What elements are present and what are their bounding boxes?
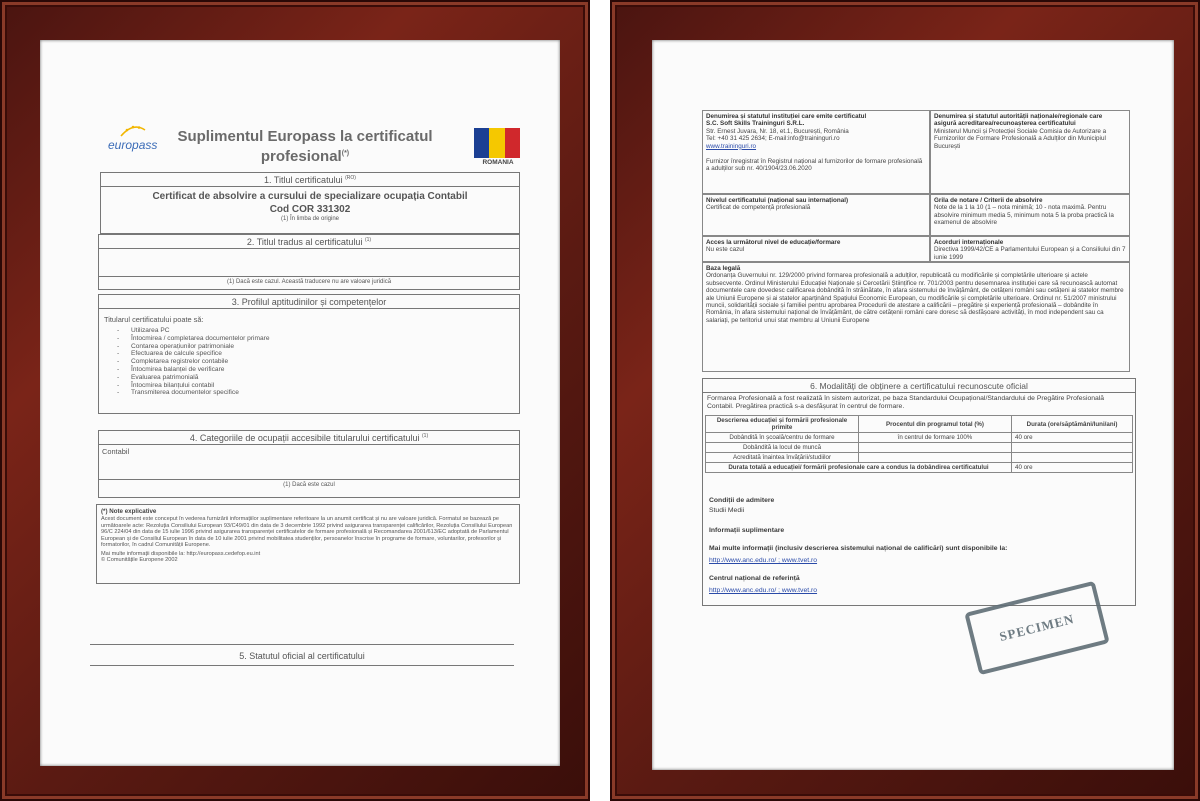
- certificate-supplement-page-2: [652, 40, 1174, 770]
- access-next-level: [702, 236, 930, 262]
- section-4-occupations: [98, 430, 520, 498]
- skill-item: - Întocmirea / completarea documentelor primare: [131, 335, 519, 343]
- table-header-cell: Procentul din programul total (%): [859, 416, 1012, 433]
- training-table: [705, 415, 1133, 473]
- flag-stripe-yellow: [489, 128, 504, 158]
- issuer-website-link[interactable]: www.traininguri.ro: [706, 142, 757, 150]
- section-2-translated-title: [98, 234, 520, 290]
- section-4-header-sup: (1): [422, 433, 429, 439]
- notes-more-info: Mai multe informații disponibile la: http://europass.cedefop.eu.int: [101, 550, 261, 557]
- certificate-level: [702, 194, 930, 236]
- document-title-sup: (*): [341, 150, 350, 157]
- section-6-header: 6. Modalități de obținere a certificatului recunoscute oficial: [703, 379, 1135, 393]
- skill-item: - Completarea registrelor contabile: [131, 358, 519, 366]
- more-info-label: Mai multe informații (inclusiv descrierea sistemului național de calificări) sunt disponibile la:: [709, 545, 1008, 552]
- legal-basis: [702, 262, 1130, 372]
- admission-value: Studii Medii: [709, 507, 745, 514]
- skill-item: - Întocmirea balanței de verificare: [131, 366, 519, 374]
- section-4-note: (1) Dacă este cazul: [283, 482, 335, 488]
- certificate-title: [101, 187, 519, 216]
- table-cell: [859, 443, 1012, 453]
- section-1-header-sup: (RO): [345, 175, 356, 181]
- table-cell: 40 ore: [1012, 433, 1133, 443]
- table-cell: în centrul de formare 100%: [859, 433, 1012, 443]
- certificate-code: Cod COR 331302: [269, 204, 351, 215]
- table-row: [706, 443, 1133, 453]
- table-cell: Acreditată înaintea învățării/studiilor: [706, 453, 859, 463]
- section-5-header: 5. Statutul oficial al certificatului: [239, 651, 365, 661]
- grading-label: Grila de notare / Criterii de absolvire: [934, 197, 1043, 204]
- table-header-row: [706, 416, 1133, 433]
- section-6-obtaining-methods: [702, 378, 1136, 606]
- skills-intro: Titularul certificatului poate să:: [104, 315, 204, 324]
- skill-item: - Întocmirea bilanțului contabil: [131, 382, 519, 390]
- section-5-official-status: [90, 644, 514, 666]
- skills-list: [99, 327, 519, 397]
- flag-stripe-red: [505, 128, 520, 158]
- occupation-value: Contabil: [99, 445, 519, 480]
- certificate-supplement-page-1: [40, 40, 560, 766]
- table-cell: [859, 453, 1012, 463]
- section-3-header: 3. Profilul aptitudinilor și competențelor: [99, 295, 519, 309]
- access-value: Nu este cazul: [706, 246, 745, 254]
- table-cell: Dobândită la locul de muncă: [706, 443, 859, 453]
- europass-logo: [108, 124, 164, 154]
- section-2-header: 2. Titlul tradus al certificatului: [246, 237, 363, 247]
- skill-item: - Transmiterea documentelor specifice: [131, 389, 519, 397]
- level-label: Nivelul certificatului (național sau internațional): [706, 197, 849, 204]
- section-1-header: 1. Titlul certificatului: [264, 175, 343, 185]
- flag-stripe-blue: [474, 128, 489, 158]
- right-picture-frame: [610, 0, 1200, 801]
- reference-centre-label: Centrul național de referință: [709, 575, 800, 582]
- section-6-intro: Formarea Profesională a fost realizată în sistem autorizat, pe baza Standardului Ocupațional/Standardului de Pregătire Profesională Contabil. Pregătirea practică s-a desfășurat în centrul de formare.: [707, 395, 1105, 410]
- intl-value: Directiva 1999/42/CE a Parlamentului European și a Consiliului din 7 iunie 1999: [934, 246, 1126, 261]
- document-title-line2: profesional: [260, 148, 342, 165]
- section-2-header-sup: (1): [364, 237, 372, 243]
- admission-label: Condiții de admitere: [709, 497, 775, 504]
- left-picture-frame: [0, 0, 590, 801]
- certificate-title-line1: Certificat de absolvire a cursului de specializare ocupația Contabil: [152, 191, 468, 202]
- skill-item: - Contarea operațiunilor patrimoniale: [131, 343, 519, 351]
- intl-label: Acorduri internaționale: [934, 239, 1004, 246]
- issuer-label: Denumirea și statutul instituției care emite certificatul: [706, 113, 867, 120]
- issuer-info: [702, 110, 930, 194]
- international-agreements: [930, 236, 1130, 262]
- authority-info: [930, 110, 1130, 194]
- skill-item: - Evaluarea patrimonială: [131, 374, 519, 382]
- table-header-cell: Durata (ore/săptămâni/luni/ani): [1012, 416, 1133, 433]
- document-title-line1: Suplimentul Europass la certificatul: [177, 128, 433, 145]
- table-cell: [1012, 443, 1133, 453]
- legal-label: Baza legală: [706, 265, 741, 272]
- notes-copyright: © Comunitățile Europene 2002: [101, 556, 178, 563]
- level-value: Certificat de competență profesională: [706, 204, 811, 212]
- issuer-name: S.C. Soft Skills Traininguri S.R.L.: [706, 120, 805, 128]
- skill-item: - Utilizarea PC: [131, 327, 519, 335]
- section-1-note: (1) În limba de origine: [280, 216, 340, 222]
- section-1-title: [100, 172, 520, 234]
- table-cell: Dobândită în școală/centru de formare: [706, 433, 859, 443]
- table-header-cell: Descrierea educației și formării profesionale primite: [706, 416, 859, 433]
- table-row: [706, 453, 1133, 463]
- more-info-links[interactable]: http://www.anc.edu.ro/ ; www.tvet.ro: [709, 557, 818, 564]
- table-total-label: Durata totală a educației/ formării profesionale care a condus la dobândirea certificatului: [706, 463, 1012, 473]
- access-label: Acces la următorul nivel de educație/formare: [706, 239, 841, 246]
- document-title: [160, 128, 450, 165]
- grading-value: Note de la 1 la 10 (1 – nota minimă; 10 - nota maximă. Pentru absolvire minimum media 5, minimum nota 5 la proba practică la examenul de absolvire: [934, 204, 1114, 227]
- notes-title: (*) Note explicative: [101, 508, 157, 515]
- authority-body: Ministerul Muncii și Protecției Sociale Comisia de Autorizare a Furnizorilor de Formare Profesională a Adulților din Municipiul București: [934, 127, 1107, 150]
- table-row: [706, 433, 1133, 443]
- europass-logo-text: europass: [108, 138, 158, 152]
- section-3-skills-profile: [98, 294, 520, 414]
- notes-body: Acest document este conceput în vederea furnizării informațiilor suplimentare referitoare la un anumit certificat și nu are valoare juridică. Formatul se bazează pe următoarele acte: Rezoluția Consiliului European 93/C49/01 din data de 3 decembrie 1992 privind asigurarea transparenței calificărilor, Rezoluția Consiliului European 96/C 224/04 din data de 15 iulie 1996 privind asigurarea transparenței certificatelor de formare profesională și Recomandarea 2001/613/EC adoptată de Parlamentul European și de Consiliul European în data de 10 iulie 2001 privind mobilitatea studenților, persoanelor înscrise în programe de formare, voluntarilor, profesorilor și formatorilor, în cadrul Comunității Europene.: [101, 516, 513, 549]
- explanatory-notes: [96, 504, 520, 584]
- section-4-header: 4. Categoriile de ocupații accesibile titularului certificatului: [189, 433, 420, 443]
- issuer-registration: Furnizor înregistrat în Registrul național al furnizorilor de formare profesională a adulților sub nr. 40/1904/23.06.2020: [706, 158, 923, 173]
- legal-body: Ordonanța Guvernului nr. 129/2000 privind formarea profesională a adulților, republicată cu modificările și completările ulterioare și actele subsecvente. Ordinul Ministerului Educației Naționale și Cercetării Științifice nr. 701/2003 pentru desemnarea instituției care să recunoască automat documentele care dovedesc calificarea dobândită în străinătate, în afara sistemului de învățământ, de cetățeni români sau cetățeni ai statelor membre ale Uniunii Europene și ai statelor aparținând Spațiului Economic European, cu modificările și completările ulterioare. Ordinul nr. 51/2007 ministrului muncii, solidarității sociale și familiei pentru aprobarea Procedurii de atestare a calificării – pregătire și experiență profesională – dobândite în România, în afara sistemului național de învățământ, de către cetățenii români care doresc să desfășoare activități, în mod independent sau ca salariați, pe teritoriul unui stat membru al Uniunii Europene: [706, 272, 1124, 324]
- skill-item: - Efectuarea de calcule specifice: [131, 350, 519, 358]
- authority-label: Denumirea și statutul autorității naționale/regionale care asigură acreditarea/recunoașterea certificatului: [934, 113, 1103, 128]
- section-2-note: (1) Dacă este cazul. Această traducere nu are valoare juridică: [226, 279, 392, 285]
- issuer-address: Str. Ernest Juvara, Nr. 18, et.1, București, România: [706, 127, 849, 135]
- table-cell: [1012, 453, 1133, 463]
- table-total-row: [706, 463, 1133, 473]
- issuer-contact: Tel: +40 31 425 2634; E-mail:info@traininguri.ro: [706, 135, 840, 143]
- section-2-value: [99, 249, 519, 277]
- romania-flag: [474, 128, 520, 158]
- extra-info-label: Informații suplimentare: [709, 527, 785, 534]
- grading-scale: [930, 194, 1130, 236]
- country-label: ROMANIA: [482, 159, 514, 166]
- reference-centre-links[interactable]: http://www.anc.edu.ro/ ; www.tvet.ro: [709, 587, 818, 594]
- specimen-stamp: SPECIMEN: [964, 581, 1110, 676]
- table-total-value: 40 ore: [1012, 463, 1133, 473]
